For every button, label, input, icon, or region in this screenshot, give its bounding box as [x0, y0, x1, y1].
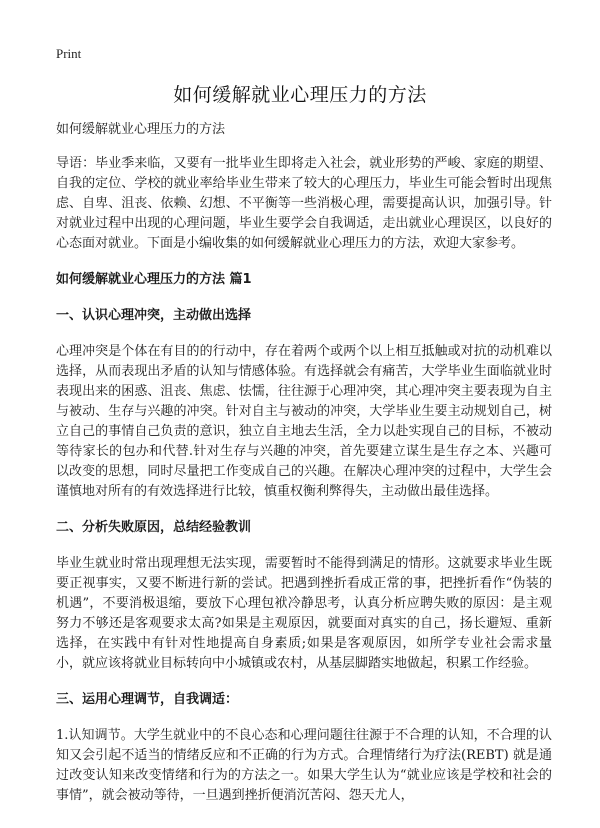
section-1-heading: 一、认识心理冲突，主动做出选择 — [56, 308, 252, 323]
document-subtitle: 如何缓解就业心理压力的方法 — [56, 122, 226, 137]
document-title: 如何缓解就业心理压力的方法 — [173, 84, 427, 106]
section-3-paragraph: 1.认知调节。大学生就业中的不良心态和心理问题往往源于不合理的认知，不合理的认知又会引起不适当的情绪反应和不正确的行为方式。合理情绪行为疗法(REBT) 就是通过改变认知来改变情绪和行为的方法之一。如果大学生认为“就业应该是学校和社会的事情”，就会被动等待，一旦遇到挫折便消沉苦闷、怨天尤人， — [56, 728, 552, 803]
print-label: Print — [56, 46, 82, 61]
section-3-heading: 三、运用心理调节，自我调适： — [56, 692, 239, 707]
part-heading: 如何缓解就业心理压力的方法 篇1 — [56, 272, 252, 287]
intro-paragraph: 导语：毕业季来临，又要有一批毕业生即将走入社会，就业形势的严峻、家庭的期望、自我的定位、学校的就业率给毕业生带来了较大的心理压力，毕业生可能会暂时出现焦虑、自卑、沮丧、依赖、幻想、不平衡等一些消极心理，需要提高认识，加强引导。针对就业过程中出现的心理问题，毕业生要学会自我调适，走出就业心理误区，以良好的心态面对就业。下面是小编收集的如何缓解就业心理压力的方法，欢迎大家参考。 — [56, 156, 552, 251]
section-1-paragraph: 心理冲突是个体在有目的的行动中，存在着两个或两个以上相互抵触或对抗的动机难以选择，从而表现出矛盾的认知与情感体验。有选择就会有痛苦，大学毕业生面临就业时表现出来的困惑、沮丧、焦虑、怯懦，往往源于心理冲突，其心理冲突主要表现为自主与被动、生存与兴趣的冲突。针对自主与被动的冲突，大学毕业生要主动规划自己，树立自己的事情自己负责的意识，独立自主地去生活，全力以赴实现自己的目标，不被动等待家长的包办和代替.针对生存与兴趣的冲突，首先要建立谋生是生存之本、兴趣可以改变的思想，同时尽量把工作变成自己的兴趣。在解决心理冲突的过程中，大学生会谨慎地对所有的有效选择进行比较，慎重权衡利弊得失，主动做出最佳选择。 — [56, 344, 552, 499]
document-body — [56, 120, 552, 822]
section-2-paragraph: 毕业生就业时常出现理想无法实现，需要暂时不能得到满足的情形。这就要求毕业生既要正视事实，又要不断进行新的尝试。把遇到挫折看成正常的事，把挫折看作“伪装的机遇”，不要消极退缩，要放下心理包袱冷静思考，认真分析应聘失败的原因：是主观努力不够还是客观要求太高?如果是主观原因，就要面对真实的自己，扬长避短、重新选择，在实践中有针对性地提高自身素质;如果是客观原因，如所学专业社会需求量小，就应该将就业目标转向中小城镇或农村，从基层脚踏实地做起，积累工作经验。 — [56, 556, 552, 671]
section-2-heading: 二、分析失败原因，总结经验教训 — [56, 520, 252, 535]
